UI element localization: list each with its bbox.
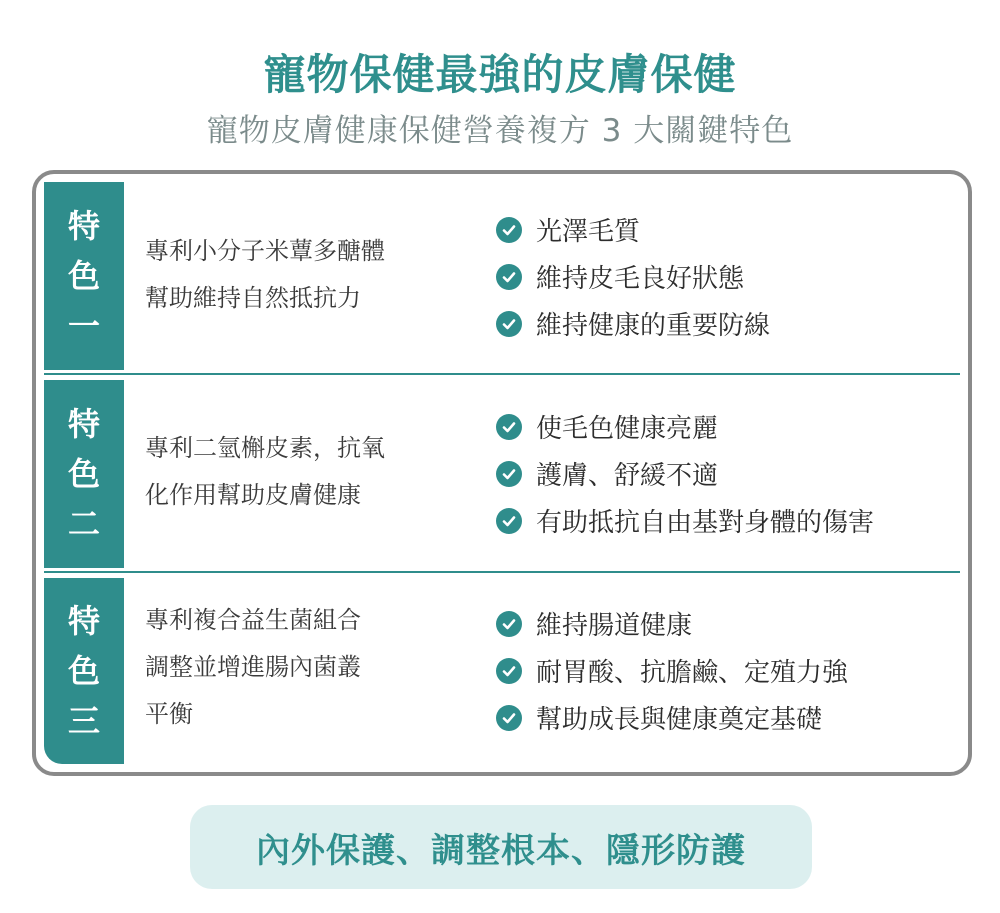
- feature-1-benefit-2: [496, 253, 770, 300]
- feature-2-tab-char-3: 二: [67, 505, 100, 543]
- feature-1-description-line-2: 幫助維持自然抵抗力: [145, 284, 361, 312]
- feature-1-description: [145, 228, 385, 322]
- feature-1-tab: [44, 182, 124, 370]
- feature-3-tab-char-2: 色: [67, 652, 100, 690]
- feature-2-benefit-1-text: 使毛色健康亮麗: [536, 414, 719, 444]
- check-circle-icon: [496, 705, 522, 731]
- feature-2-benefit-2-text: 護膚、舒緩不適: [536, 461, 719, 491]
- feature-2-tab-char-1: 特: [67, 405, 100, 443]
- feature-3-benefit-3-text: 幫助成長與健康奠定基礎: [536, 705, 823, 735]
- check-circle-icon: [496, 611, 522, 637]
- feature-3-benefit-1: [496, 600, 848, 647]
- feature-3-description: [145, 597, 361, 738]
- feature-2-description-line-1: 專利二氫槲皮素，抗氧: [145, 434, 385, 462]
- feature-3-benefit-3: [496, 694, 848, 741]
- feature-1-tab-char-3: 一: [67, 307, 100, 345]
- check-circle-icon: [496, 658, 522, 684]
- feature-3-benefit-2: [496, 647, 848, 694]
- feature-3-benefit-1-text: 維持腸道健康: [536, 611, 693, 641]
- footer-tagline: 內外保護、調整根本、隱形防護: [256, 830, 746, 871]
- feature-1-benefit-3: [496, 300, 770, 347]
- feature-3-tab-char-3: 三: [67, 702, 100, 740]
- feature-3-description-line-2: 調整並增進腸內菌叢: [145, 653, 361, 681]
- section-divider: [44, 373, 960, 375]
- feature-3-benefits: [496, 600, 848, 741]
- check-circle-icon: [496, 311, 522, 337]
- feature-2-benefit-2: [496, 450, 874, 497]
- feature-1-tab-char-1: 特: [67, 207, 100, 245]
- page-title: 寵物保健最強的皮膚保健: [263, 50, 737, 99]
- feature-2-benefits: [496, 403, 874, 544]
- feature-1-benefit-1: [496, 206, 770, 253]
- feature-2-tab-char-2: 色: [67, 455, 100, 493]
- check-circle-icon: [496, 264, 522, 290]
- feature-2-benefit-3: [496, 497, 874, 544]
- feature-3-benefit-2-text: 耐胃酸、抗膽鹼、定殖力強: [536, 658, 849, 688]
- feature-2-tab: [44, 380, 124, 568]
- feature-1-benefit-2-text: 維持皮毛良好狀態: [536, 264, 745, 294]
- feature-2-benefit-1: [496, 403, 874, 450]
- check-circle-icon: [496, 217, 522, 243]
- check-circle-icon: [496, 508, 522, 534]
- feature-2-description: [145, 425, 385, 519]
- feature-3-description-line-1: 專利複合益生菌組合: [145, 606, 361, 634]
- feature-3-tab: [44, 578, 124, 764]
- feature-1-benefit-3-text: 維持健康的重要防線: [536, 311, 771, 341]
- page-subtitle: 寵物皮膚健康保健營養複方 3 大關鍵特色: [206, 113, 794, 149]
- footer-tagline-pill: [190, 805, 812, 889]
- feature-2-benefit-3-text: 有助抵抗自由基對身體的傷害: [536, 508, 875, 538]
- check-circle-icon: [496, 461, 522, 487]
- feature-1-benefit-1-text: 光澤毛質: [536, 217, 641, 247]
- feature-2-description-line-2: 化作用幫助皮膚健康: [145, 481, 361, 509]
- check-circle-icon: [496, 414, 522, 440]
- feature-1-benefits: [496, 206, 770, 347]
- section-divider: [44, 571, 960, 573]
- feature-3-description-line-3: 平衡: [145, 700, 193, 728]
- feature-1-tab-char-2: 色: [67, 257, 100, 295]
- feature-1-description-line-1: 專利小分子米蕈多醣體: [145, 237, 385, 265]
- feature-3-tab-char-1: 特: [67, 602, 100, 640]
